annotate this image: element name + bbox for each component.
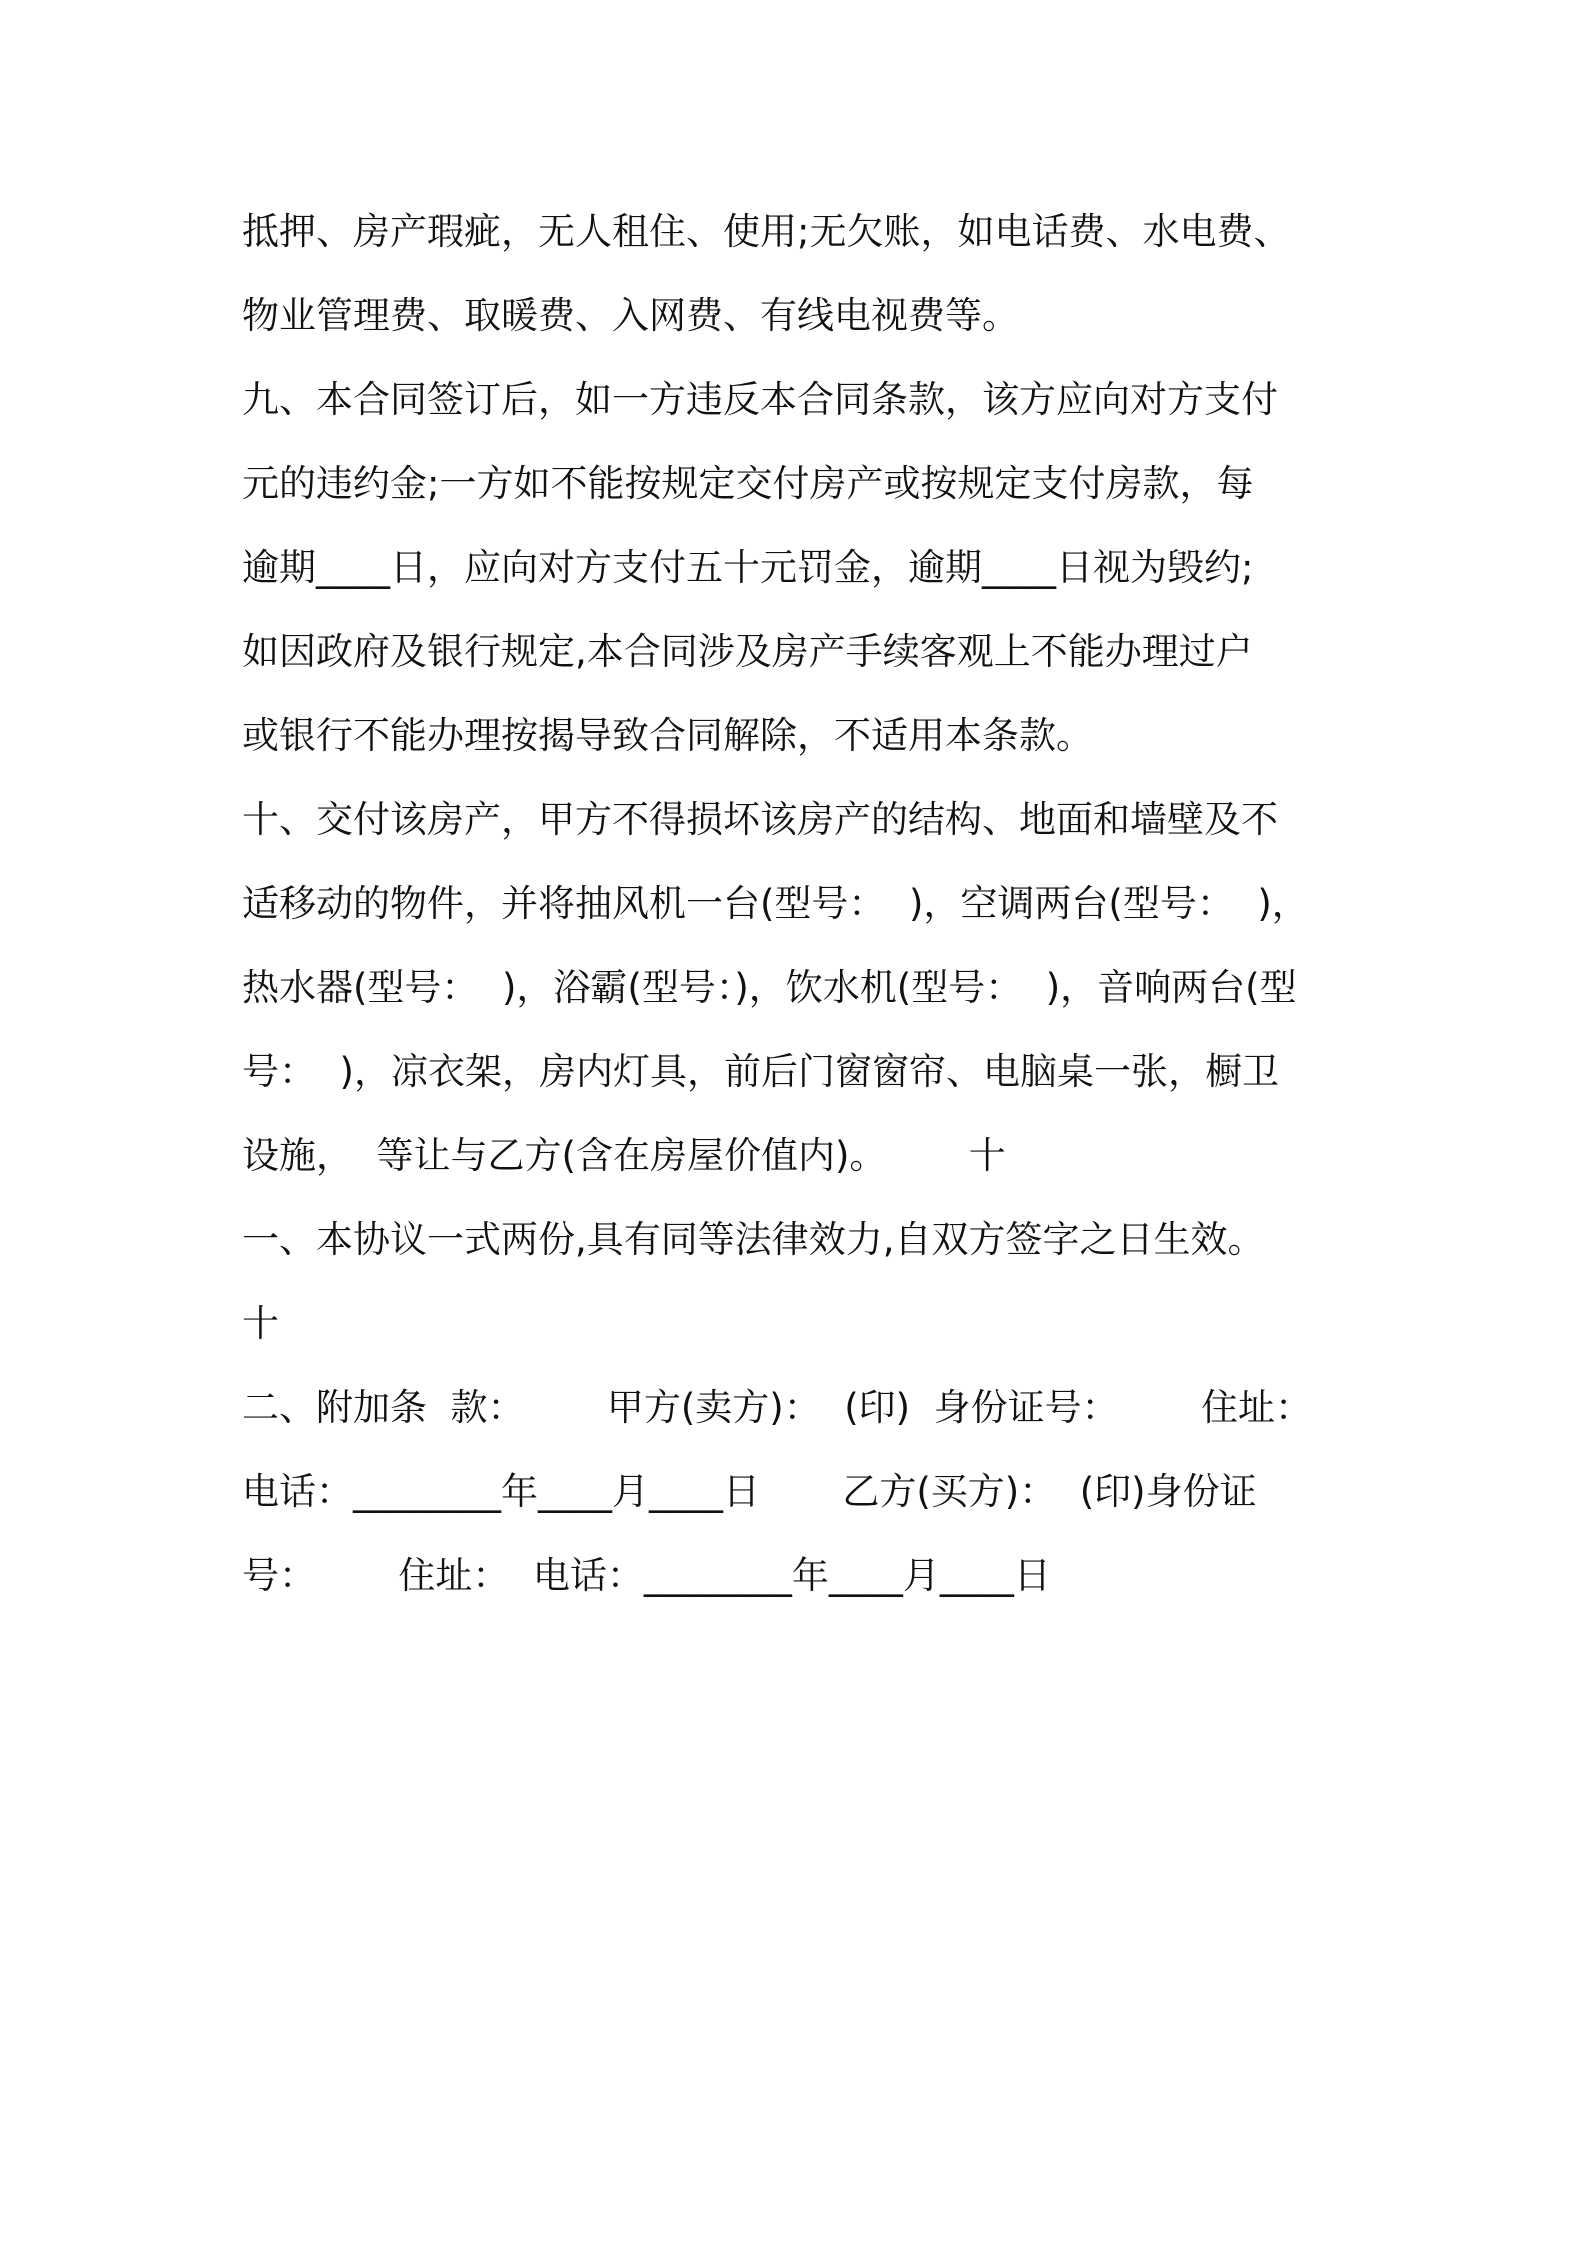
text-line: 电话：________年____月____日 乙方(买方)： (印)身份证: [242, 1470, 1257, 1513]
text-line: 或银行不能办理按揭导致合同解除，不适用本条款。: [242, 714, 1093, 757]
text-line: 热水器(型号： )，浴霸(型号：)，饮水机(型号： )，音响两台(型: [242, 966, 1297, 1009]
text-line: 号： 住址： 电话：________年____月____日: [242, 1554, 1051, 1597]
text-line: 如因政府及银行规定,本合同涉及房产手续客观上不能办理过户: [242, 630, 1253, 673]
text-line: 逾期____日，应向对方支付五十元罚金，逾期____日视为毁约;: [242, 546, 1254, 589]
text-line: 设施， 等让与乙方(含在房屋价值内)。 十: [242, 1134, 1006, 1177]
text-line: 九、本合同签订后，如一方违反本合同条款，该方应向对方支付: [242, 378, 1278, 421]
text-line: 元的违约金;一方如不能按规定交付房产或按规定支付房款，每: [242, 462, 1254, 505]
text-line: 适移动的物件，并将抽风机一台(型号： )，空调两台(型号： )，: [242, 882, 1309, 925]
text-line: 物业管理费、取暖费、入网费、有线电视费等。: [242, 294, 1019, 337]
text-line: 十、交付该房产，甲方不得损坏该房产的结构、地面和墙壁及不: [242, 798, 1278, 841]
text-line: 二、附加条 款： 甲方(卖方)： (印) 身份证号： 住址：: [242, 1386, 1312, 1429]
text-line: 十: [242, 1302, 279, 1345]
text-line: 号： )，凉衣架，房内灯具，前后门窗窗帘、电脑桌一张，橱卫: [242, 1050, 1279, 1093]
text-line: 一、本协议一式两份,具有同等法律效力,自双方签字之日生效。: [242, 1218, 1265, 1261]
text-line: 抵押、房产瑕疵，无人租住、使用;无欠账，如电话费、水电费、: [242, 210, 1291, 253]
contract-text: [242, 190, 1362, 1618]
